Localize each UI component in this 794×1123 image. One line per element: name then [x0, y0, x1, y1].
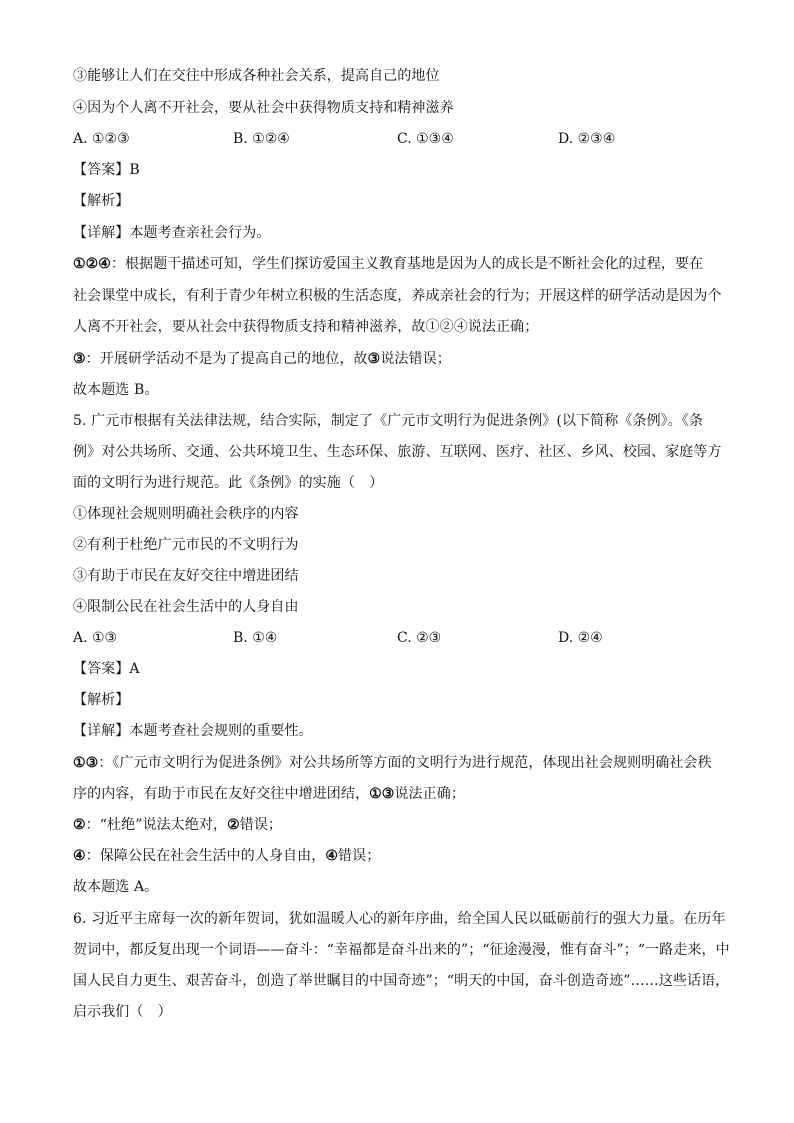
q5-analysis-heading: 【解析】: [73, 692, 130, 708]
q5-exp1-label: ①③: [73, 755, 99, 771]
q6-stem-line2: 贺词中，都反复出现一个词语——奋斗：“幸福都是奋斗出来的”；“征途漫漫，惟有奋斗”；“一路走来，中: [73, 942, 730, 958]
q5-exp1-line1: ：《广元市文明行为促进条例》对公共场所等方面的文明行为进行规范，体现出社会规则明确社会秩: [98, 755, 712, 771]
q4-exp2-end: 说法错误；: [380, 351, 451, 367]
q5-exp2-label: ②: [73, 817, 86, 833]
q4-exp1-label: ①②④: [73, 256, 111, 272]
q4-detail: 【详解】本题考查亲社会行为。: [73, 225, 271, 241]
q6-stem-line3: 国人民自力更生、艰苦奋斗，创造了举世瞩目的中国奇迹”；“明天的中国，奋斗创造奇迹”……这些话语，: [73, 973, 730, 989]
q4-option-d: D. ②③④: [558, 131, 616, 147]
q5-statement-3: ③有助于市民在友好交往中增进团结: [73, 568, 299, 584]
q5-exp1-line2-end: 说法正确；: [394, 786, 465, 802]
q5-option-d: D. ②④: [558, 630, 603, 646]
q5-exp2-text: ：“杜绝”说法太绝对，: [85, 817, 228, 833]
q5-stem-line3: 面的文明行为进行规范。此《条例》的实施（ ）: [73, 475, 384, 491]
q5-statement-1: ①体现社会规则明确社会秩序的内容: [73, 506, 299, 522]
q5-explanation-3: [73, 847, 723, 865]
q5-option-a: A. ①③: [73, 630, 118, 646]
q4-option-b: B. ①②④: [233, 131, 290, 147]
q4-exp2-label2: ③: [367, 351, 381, 367]
q4-exp2-label: ③: [73, 351, 86, 367]
q5-explanation-2: [73, 816, 723, 834]
q5-exp2-end: 错误；: [239, 817, 283, 833]
q5-stem-line2: 例》对公共场所、交通、公共环境卫生、生态环保、旅游、互联网、医疗、社区、乡风、校园、家庭等方: [73, 444, 722, 460]
q5-exp3-text: ：保障公民在社会生活中的人身自由，: [85, 848, 326, 864]
q5-explanation-1: [73, 754, 723, 772]
q4-exp1-line3: 人离不开社会，要从社会中获得物质支持和精神滋养，故①②④说法正确；: [73, 319, 539, 335]
q5-exp1-line2: [73, 785, 723, 803]
q4-exp2-text: ：开展研学活动不是为了提高自己的地位，故: [85, 351, 368, 367]
q6-stem-line1: 6. 习近平主席每一次的新年贺词，犹如温暖人心的新年序曲，给全国人民以砥砺前行的强大力量。在历年: [73, 911, 726, 927]
q4-analysis-heading: 【解析】: [73, 193, 130, 209]
q5-option-c: C. ②③: [397, 630, 442, 646]
q4-statement-3: ③能够让人们在交往中形成各种社会关系，提高自己的地位: [73, 68, 440, 84]
q5-conclusion: 故本题选 A。: [73, 879, 159, 895]
q4-explanation-2: [73, 350, 723, 368]
q5-exp3-label2: ④: [325, 848, 339, 864]
q5-statement-4: ④限制公民在社会生活中的人身自由: [73, 599, 299, 615]
q5-exp3-label: ④: [73, 848, 86, 864]
q5-exp1-line2-label: ①③: [369, 786, 395, 802]
q5-statement-2: ②有利于杜绝广元市民的不文明行为: [73, 537, 299, 553]
q4-conclusion: 故本题选 B。: [73, 382, 159, 398]
q5-exp1-line2-text: 序的内容，有助于市民在友好交往中增进团结，: [73, 786, 370, 802]
q5-exp3-end: 错误；: [338, 848, 381, 864]
q4-exp1-line2: 社会课堂中成长，有利于青少年树立积极的生活态度，养成亲社会的行为；开展这样的研学活动是因为个: [73, 288, 722, 304]
q6-stem-line4: 启示我们（ ）: [73, 1004, 172, 1020]
q5-detail: 【详解】本题考查社会规则的重要性。: [73, 723, 313, 739]
q4-option-c: C. ①③④: [397, 131, 454, 147]
q4-exp1-line1: ：根据题干描述可知，学生们探访爱国主义教育基地是因为人的成长是不断社会化的过程，要在: [110, 256, 704, 272]
q5-stem-line1: 5. 广元市根据有关法律法规，结合实际，制定了《广元市文明行为促进条例》(以下简称《条例》。《条: [73, 413, 704, 429]
q4-answer: 【答案】B: [73, 162, 140, 178]
q5-answer: 【答案】A: [73, 661, 140, 677]
q4-explanation-1: [73, 255, 723, 273]
q5-exp2-label2: ②: [227, 817, 240, 833]
q4-option-a: A. ①②③: [73, 131, 130, 147]
q4-statement-4: ④因为个人离不开社会，要从社会中获得物质支持和精神滋养: [73, 100, 454, 116]
q5-option-b: B. ①④: [233, 630, 278, 646]
